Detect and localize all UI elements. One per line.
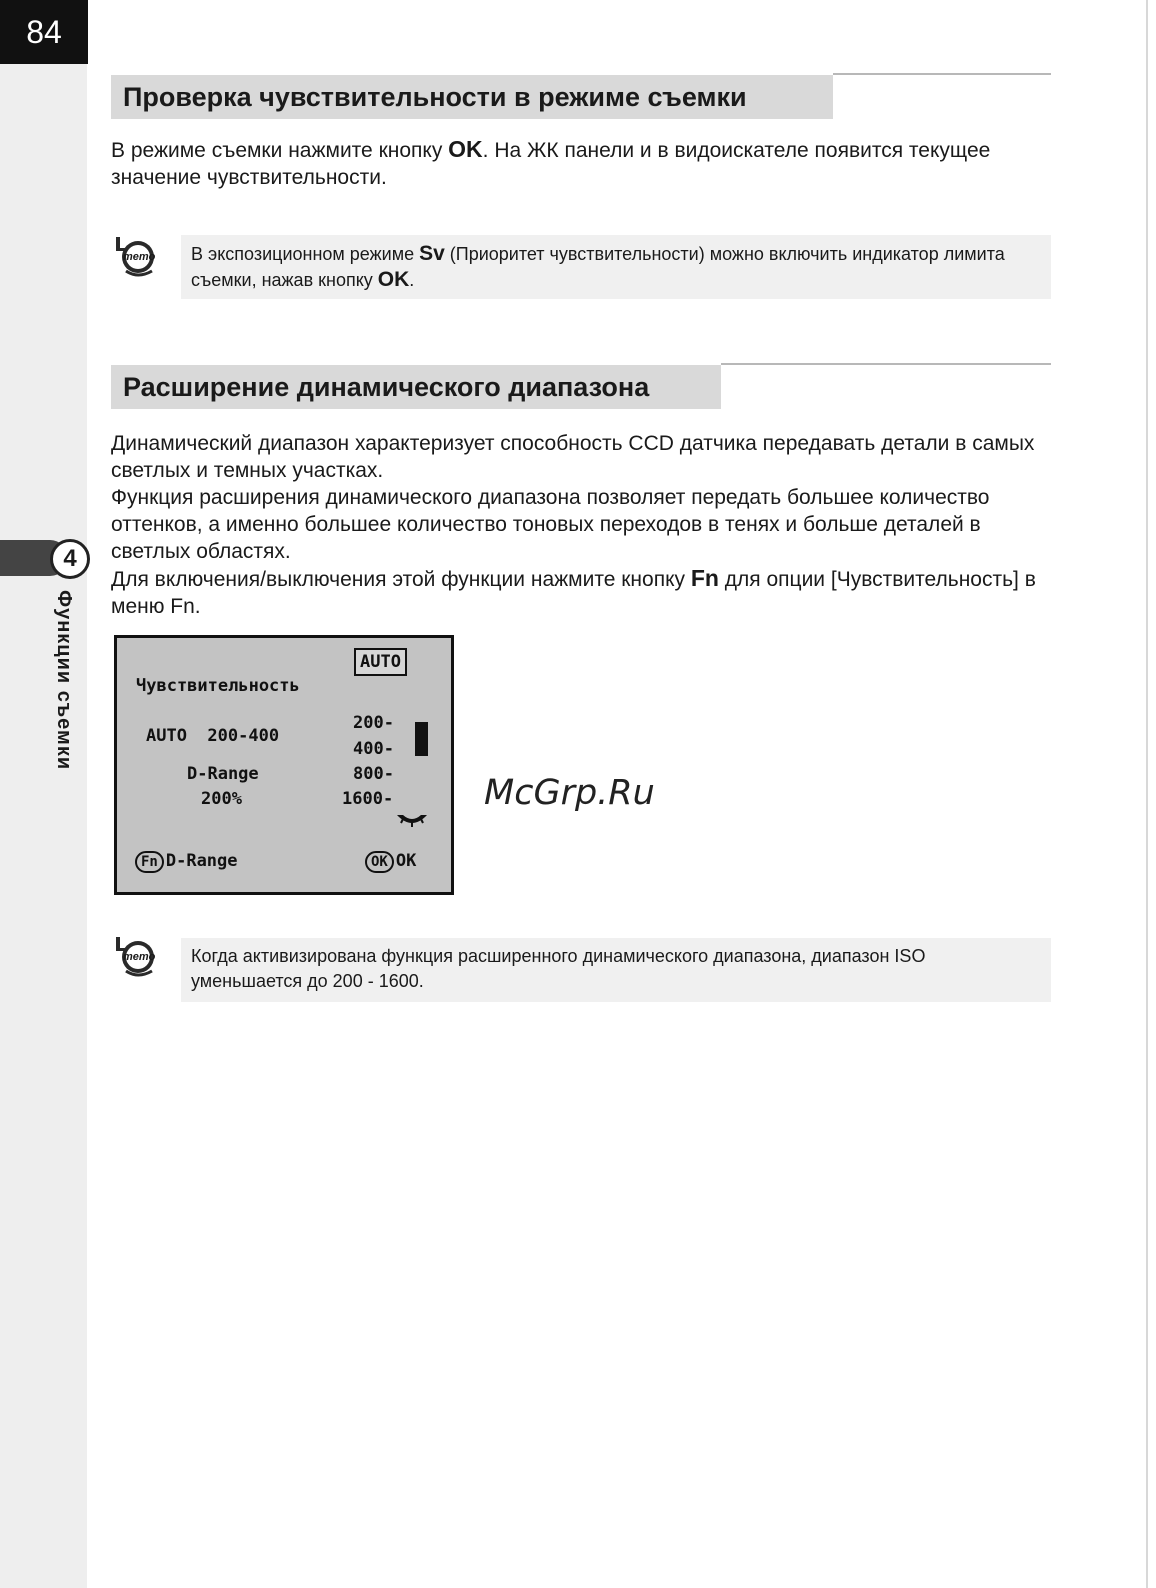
current-iso-range: AUTO 200-400: [146, 726, 280, 746]
memo-icon-label: memo: [123, 951, 156, 963]
section-heading-sensitivity-check: Проверка чувствительности в режиме съемки: [111, 75, 833, 119]
iso-value: 200-: [353, 713, 394, 733]
dial-icon: [395, 813, 429, 829]
ok-button-icon: OK: [365, 851, 394, 873]
iso-range-indicator: [415, 722, 428, 756]
chapter-number: 4: [50, 539, 90, 579]
fn-button-icon: Fn: [135, 851, 164, 873]
iso-value: 400-: [353, 739, 394, 759]
sensitivity-title: Чувствительность: [136, 676, 300, 696]
iso-value: 1600-: [342, 789, 394, 809]
paragraph-extension-function: Функция расширения динамического диапазона позволяет передать большее количество оттенков, а именно большее количество тоновых переходов в тенях и больше деталей в светлых областях.: [111, 486, 990, 563]
memo-icon-label: memo: [123, 251, 156, 263]
camera-lcd-screen: [114, 635, 454, 895]
memo-note-sv: В экспозиционном режиме Sv (Приоритет чувствительности) можно включить индикатор лимита съемки, нажав кнопку OK.: [181, 235, 1051, 299]
heading-rule: [721, 363, 1051, 365]
page-edge: [1146, 0, 1148, 1588]
page-number: 84: [0, 0, 88, 64]
fn-drange-hint: Fn D-Range: [135, 851, 238, 873]
ok-hint: OK OK: [365, 851, 416, 873]
memo-note-iso-range: Когда активизирована функция расширенного динамического диапазона, диапазон ISO уменьшается до 200 - 1600.: [181, 938, 1051, 1002]
left-margin-strip: [0, 0, 87, 1588]
section-heading-dynamic-range: Расширение динамического диапазона: [111, 365, 721, 409]
drange-label: D-Range: [187, 764, 259, 784]
auto-badge: AUTO: [354, 648, 407, 676]
section2-paragraphs: [111, 430, 1056, 620]
heading-rule: [833, 73, 1051, 75]
iso-value: 800-: [353, 764, 394, 784]
chapter-title: Функции съемки: [53, 590, 75, 771]
section1-paragraph: В режиме съемки нажмите кнопку OK. На ЖК панели и в видоискателе появится текущее значение чувствительности.: [111, 136, 991, 189]
paragraph-toggle-instruction: Для включения/выключения этой функции нажмите кнопку Fn для опции [Чувствительность] в меню Fn.: [111, 565, 1036, 618]
drange-value: 200%: [201, 789, 242, 809]
paragraph-dynamic-range: Динамический диапазон характеризует способность CCD датчика передавать детали в самых светлых и темных участках.: [111, 432, 1035, 482]
watermark: McGrp.Ru: [484, 773, 655, 813]
